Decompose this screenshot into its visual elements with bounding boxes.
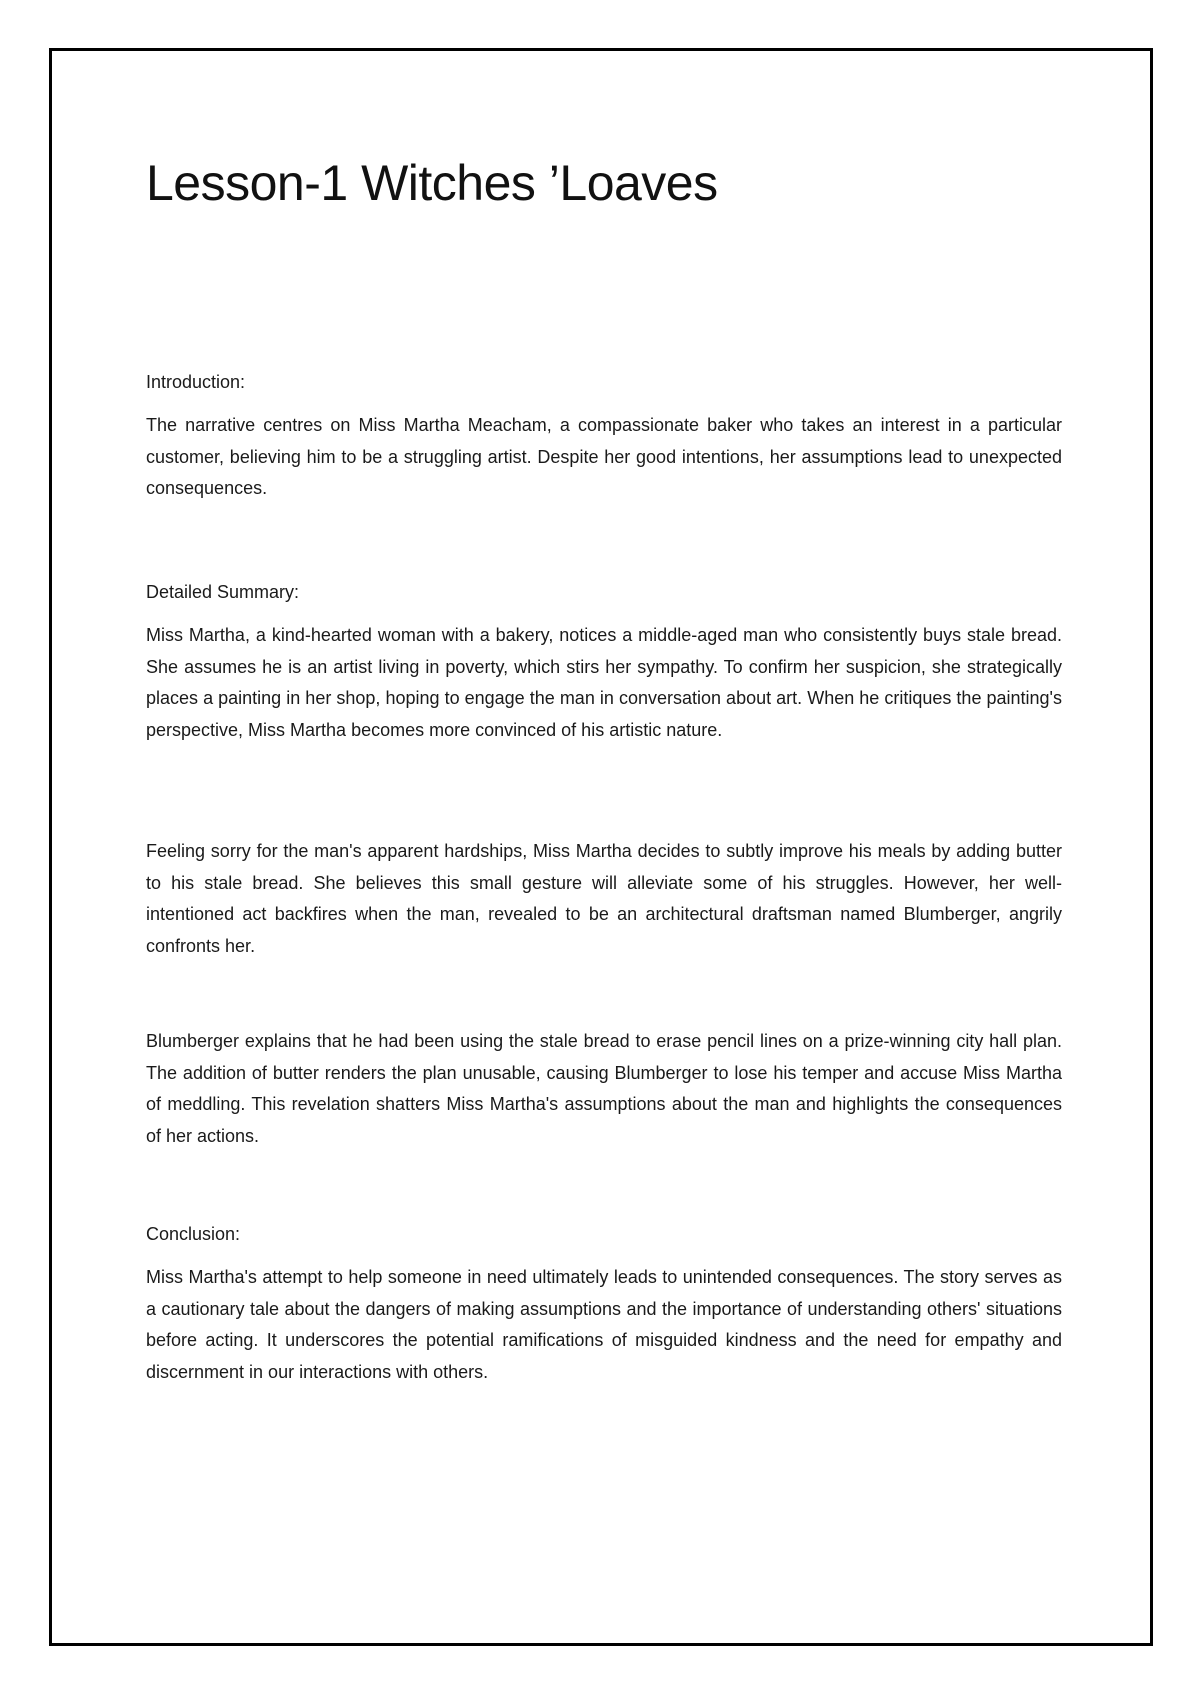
conclusion-heading: Conclusion: bbox=[146, 1224, 241, 1244]
summary-section bbox=[146, 580, 1062, 620]
document-body bbox=[146, 148, 1062, 1382]
summary-paragraph: Feeling sorry for the man's apparent hardships, Miss Martha decides to subtly improve his meals by adding butter to his stale bread. She believes this small gesture will alleviate some of his struggles. However, her well-intentioned act backfires when the man, revealed to be an architectural draftsman named Blumberger, angrily confronts her. bbox=[146, 841, 1062, 956]
introduction-paragraph: The narrative centres on Miss Martha Meacham, a compassionate baker who takes an interest in a particular customer, believing him to be a struggling artist. Despite her good intentions, her assumptions lead to unexpected consequences. bbox=[146, 415, 1062, 498]
document-title: Lesson-1 Witches ’Loaves bbox=[146, 155, 718, 211]
introduction-heading: Introduction: bbox=[146, 372, 246, 392]
summary-paragraph-2 bbox=[146, 836, 1062, 962]
summary-paragraph: Blumberger explains that he had been using the stale bread to erase pencil lines on a prize-winning city hall plan. The addition of butter renders the plan unusable, causing Blumberger to lose his temper and accuse Miss Martha of meddling. This revelation shatters Miss Martha's assumptions about the man and highlights the consequences of her actions. bbox=[146, 1031, 1062, 1146]
introduction-section bbox=[146, 370, 1062, 505]
summary-paragraph-1 bbox=[146, 620, 1062, 746]
summary-paragraph: Miss Martha, a kind-hearted woman with a bakery, notices a middle-aged man who consistently buys stale bread. She assumes he is an artist living in poverty, which stirs her sympathy. To confirm her suspicion, she strategically places a painting in her shop, hoping to engage the man in conversation about art. When he critiques the painting's perspective, Miss Martha becomes more convinced of his artistic nature. bbox=[146, 625, 1062, 740]
summary-paragraph-3 bbox=[146, 1026, 1062, 1152]
conclusion-section bbox=[146, 1222, 1062, 1388]
summary-heading: Detailed Summary: bbox=[146, 582, 300, 602]
conclusion-paragraph: Miss Martha's attempt to help someone in need ultimately leads to unintended consequences. The story serves as a cautionary tale about the dangers of making assumptions and the importance of understanding others' situations before acting. It underscores the potential ramifications of misguided kindness and the need for empathy and discernment in our interactions with others. bbox=[146, 1267, 1062, 1382]
